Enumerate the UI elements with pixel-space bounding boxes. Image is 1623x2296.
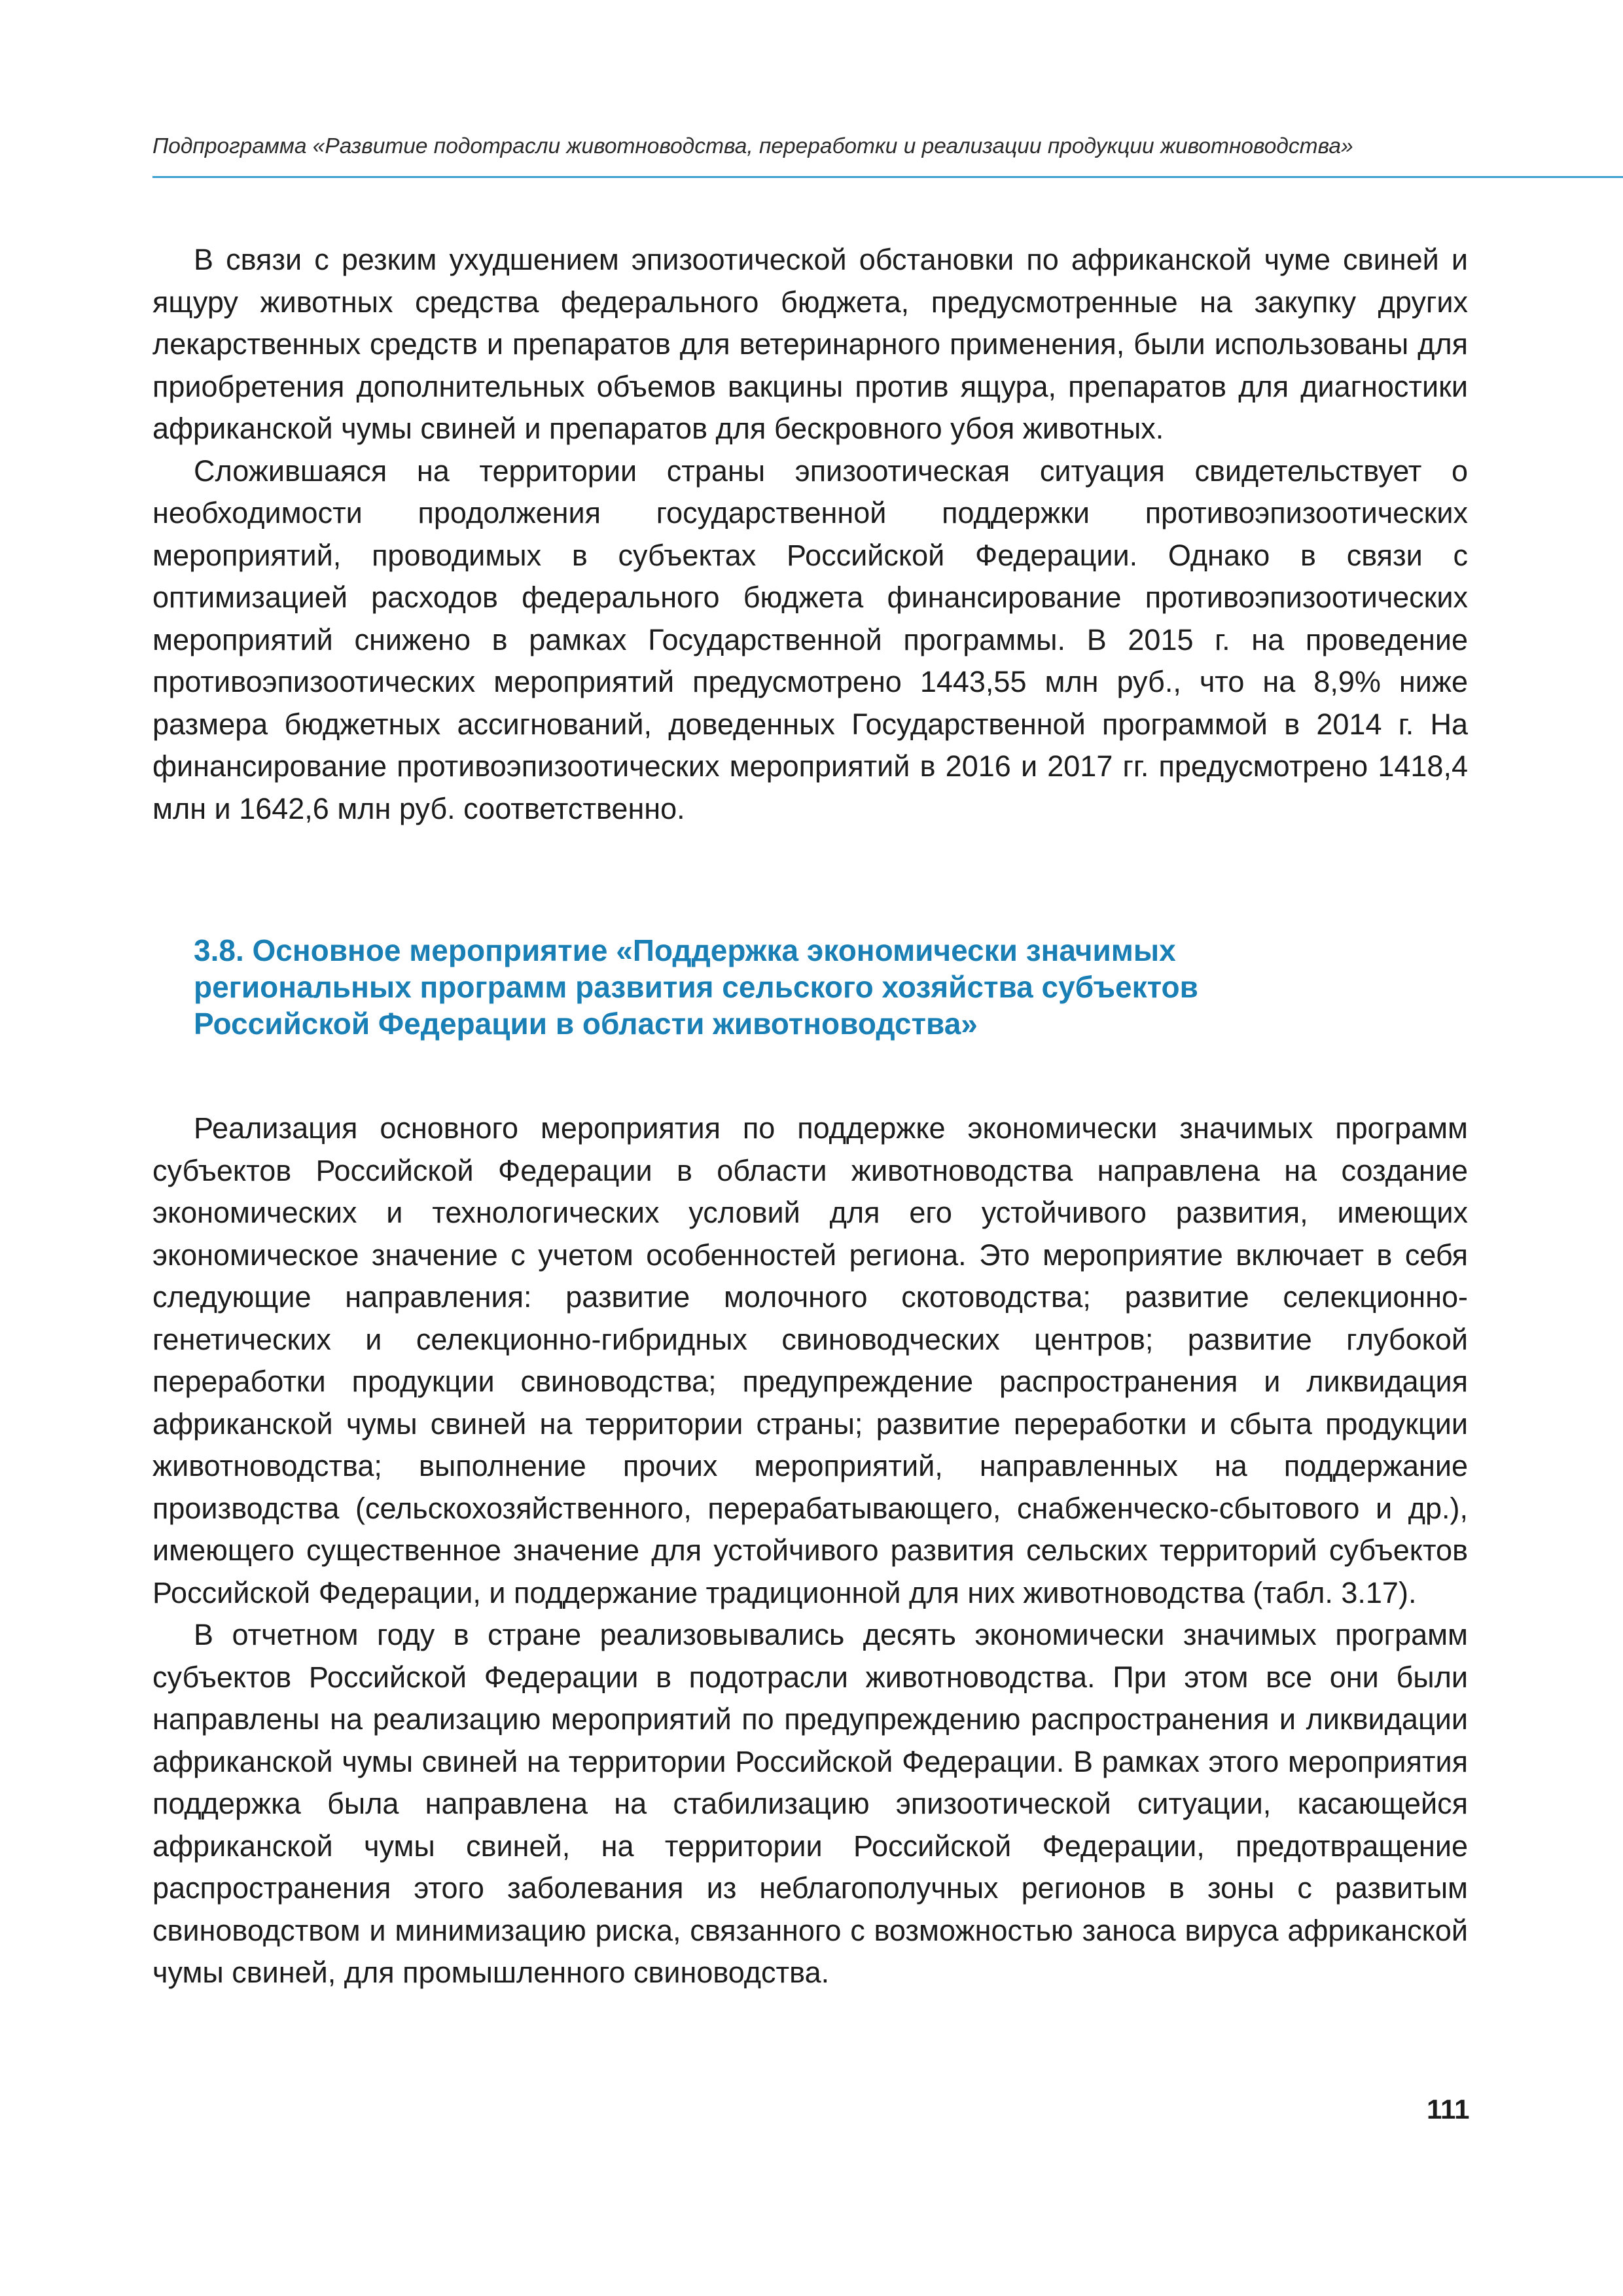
page-number: 111	[1427, 2094, 1470, 2125]
body-text-lower	[152, 1107, 1468, 1994]
paragraph: Сложившаяся на территории страны эпизоотическая ситуация свидетельствует о необходимости продолжения государственной поддержки противоэпизоотических мероприятий, проводимых в субъектах Российской Федерации. Однако в связи с оптимизацией расходов федерального бюджета финансирование противоэпизоотических мероприятий снижено в рамках Государственной программы. В 2015 г. на проведение противоэпизоотических мероприятий предусмотрено 1443,55 млн руб., что на 8,9% ниже размера бюджетных ассигнований, доведенных Государственной программой в 2014 г. На финансирование противоэпизоотических мероприятий в 2016 и 2017 гг. предусмотрено 1418,4 млн и 1642,6 млн руб. соответственно.	[152, 454, 1468, 825]
body-text-upper	[152, 239, 1468, 830]
paragraph: В связи с резким ухудшением эпизоотической обстановки по африканской чуме свиней и ящуру животных средства федерального бюджета, предусмотренные на закупку других лекарственных средств и препаратов для ветеринарного применения, были использованы для приобретения дополнительных объемов вакцины против ящура, препаратов для диагностики африканской чумы свиней и препаратов для бескровного убоя животных.	[152, 243, 1468, 445]
paragraph: Реализация основного мероприятия по поддержке экономически значимых программ субъектов Российской Федерации в области животноводства направлена на создание экономических и технологических условий для его устойчивого развития, имеющих экономическое значение с учетом особенностей региона. Это мероприятие включает в себя следующие направления: развитие молочного скотоводства; развитие селекционно-генетических и селекционно-гибридных свиноводческих центров; развитие глубокой переработки продукции свиноводства; предупреждение распространения и ликвидация африканской чумы свиней на территории страны; развитие переработки и сбыта продукции животноводства; выполнение прочих мероприятий, направленных на поддержание производства (сельскохозяйственного, перерабатывающего, снабженческо-сбытового и др.), имеющего существенное значение для устойчивого развития сельских территорий субъектов Российской Федерации, и поддержание традиционной для них животноводства (табл. 3.17).	[152, 1111, 1468, 1609]
running-header: Подпрограмма «Развитие подотрасли животноводства, переработки и реализации продукции животноводства»	[152, 134, 1353, 158]
header-divider	[152, 176, 1623, 178]
paragraph: В отчетном году в стране реализовывались десять экономически значимых программ субъектов Российской Федерации в подотрасли животноводства. При этом все они были направлены на реализацию мероприятий по предупреждению распространения и ликвидации африканской чумы свиней на территории Российской Федерации. В рамках этого мероприятия поддержка была направлена на стабилизацию эпизоотической ситуации, касающейся африканской чумы свиней, на территории Российской Федерации, предотвращение распространения этого заболевания из неблагополучных регионов в зоны с развитым свиноводством и минимизацию риска, связанного с возможностью заноса вируса африканской чумы свиней, для промышленного свиноводства.	[152, 1618, 1468, 1989]
section-heading: 3.8. Основное мероприятие «Поддержка экономически значимых региональных программ развития сельского хозяйства субъектов Российской Федерации в области животноводства»	[194, 933, 1198, 1041]
